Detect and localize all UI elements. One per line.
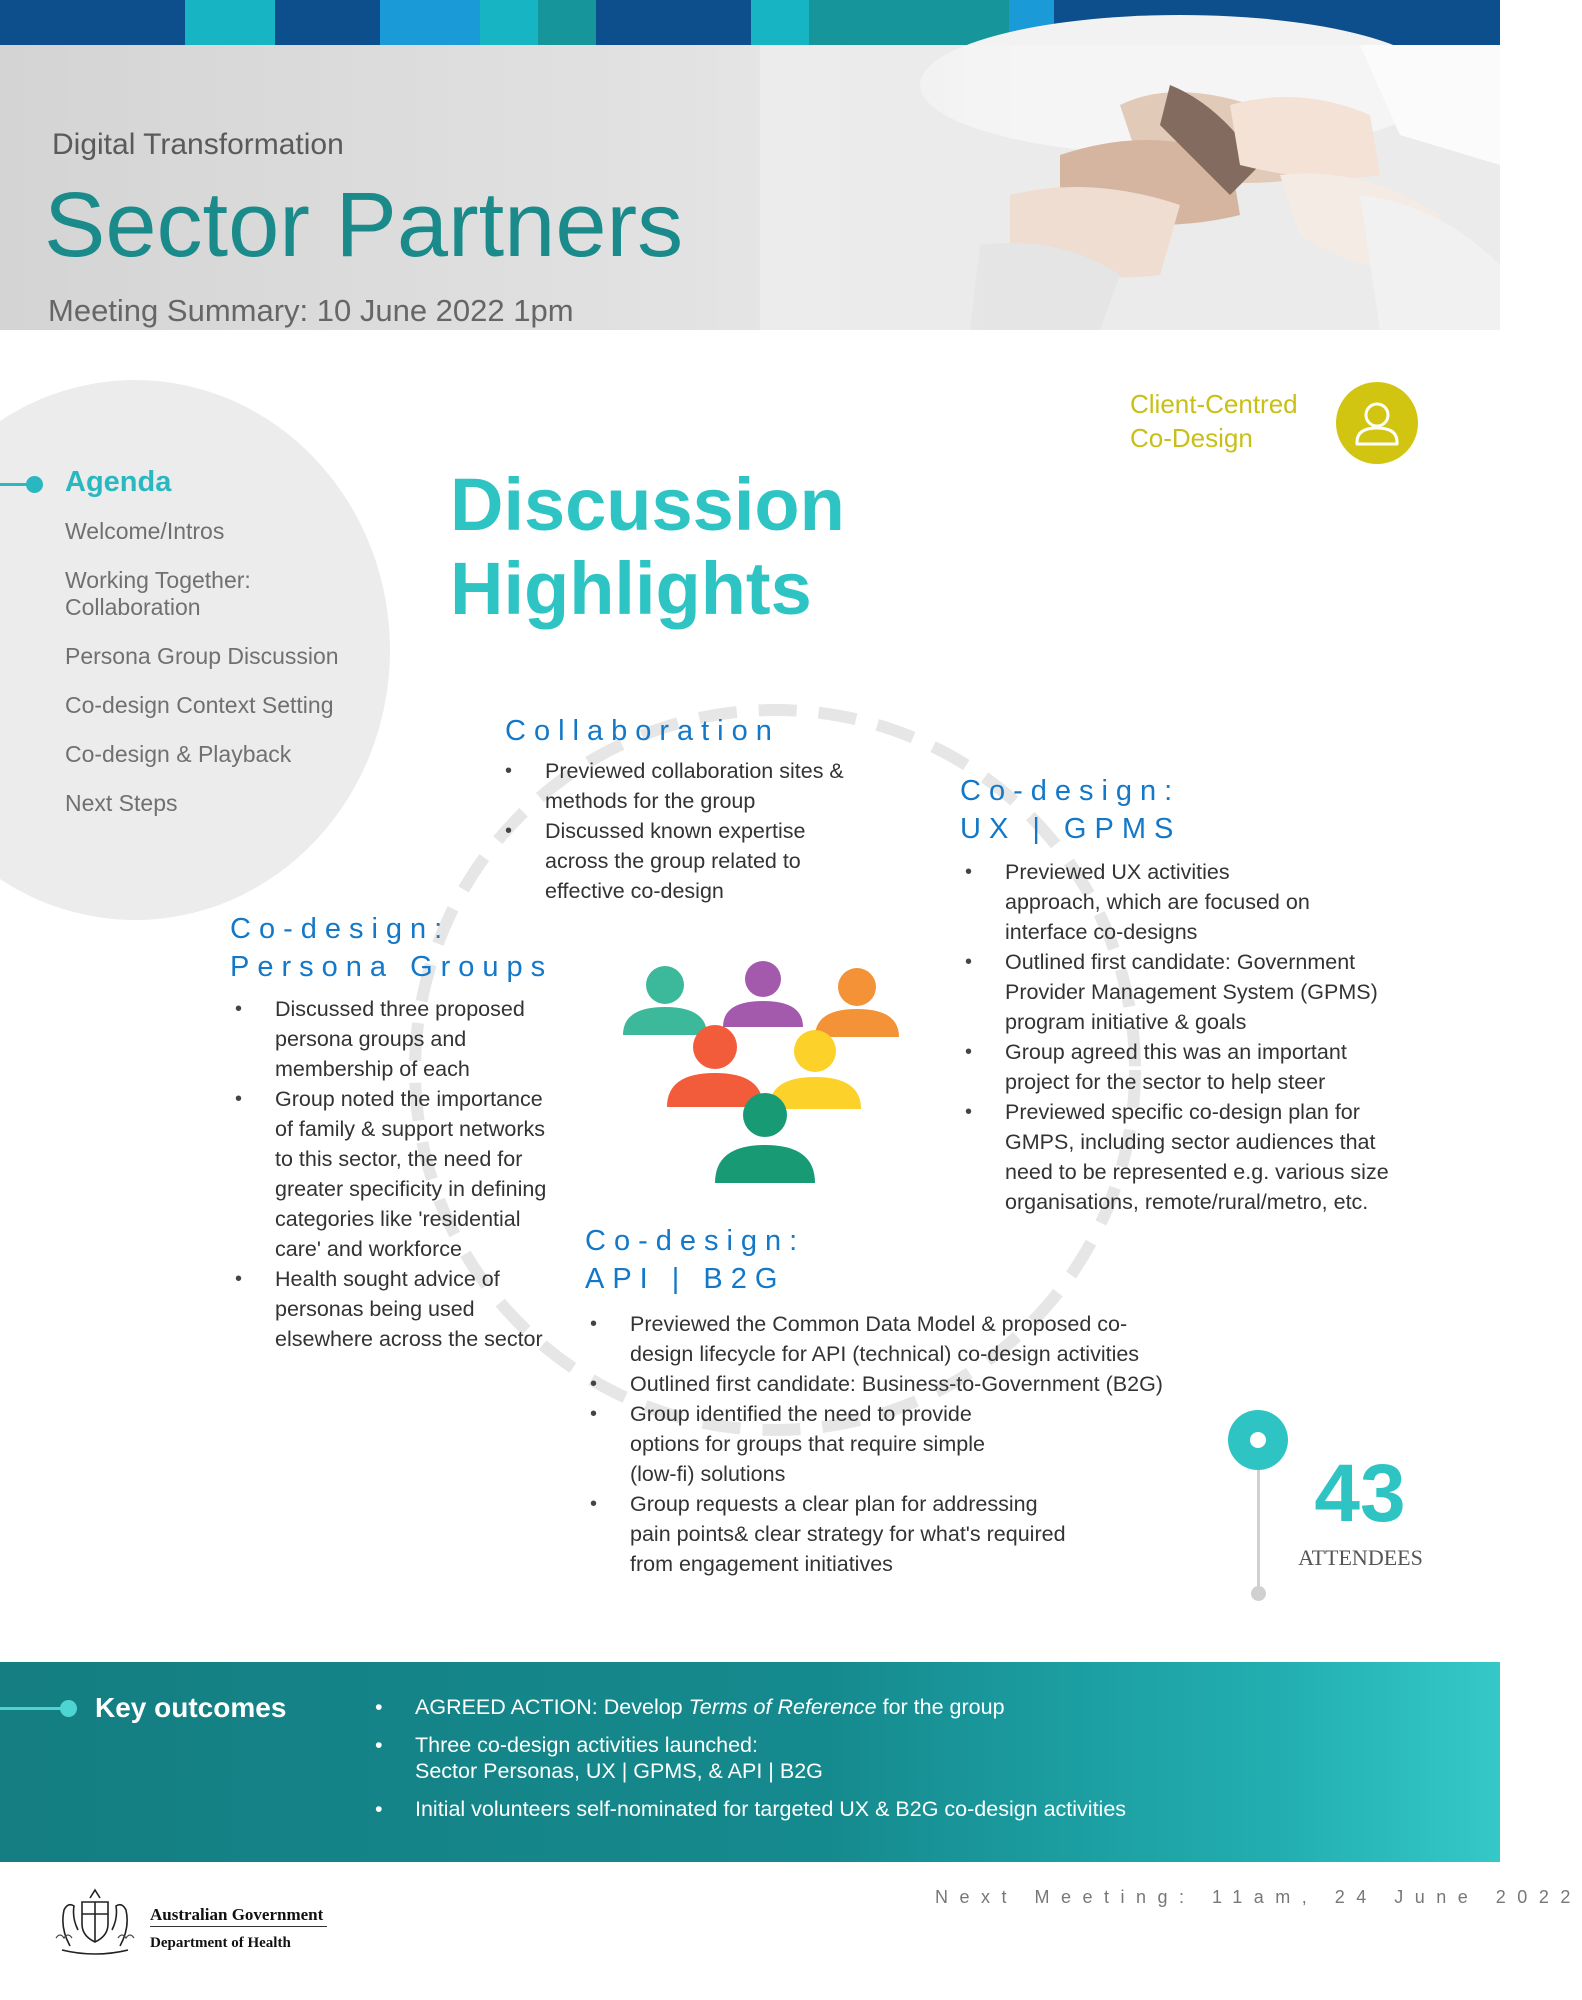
list-item: • Previewed specific co-design plan for GMPS, including sector audiences that need to be represented e.g. various size organisations, remote/rural/metro, etc. — [965, 1097, 1405, 1217]
list-item — [375, 1694, 1455, 1720]
agenda-item: Next Steps — [65, 790, 178, 816]
agenda-item: Working Together: Collaboration — [65, 567, 251, 620]
government-name: Australian Government — [150, 1905, 324, 1924]
person-figure-red — [667, 1025, 763, 1107]
strip-segment — [275, 0, 380, 45]
list-item: • Group agreed this was an important project for the sector to help steer — [965, 1037, 1405, 1097]
list-item — [375, 1732, 1455, 1784]
list-item: • Discussed three proposed persona groups and membership of each — [235, 994, 565, 1084]
agenda-marker-dot — [26, 476, 43, 493]
client-centred-line2: Co-Design — [1130, 423, 1253, 453]
api-heading-line2: API | B2G — [585, 1263, 786, 1295]
strip-segment — [185, 0, 275, 45]
discussion-title-line2: Highlights — [450, 547, 812, 630]
ux-heading-line2: UX | GPMS — [960, 813, 1182, 845]
list-item: • Previewed UX activities approach, which are focused on interface co-designs — [965, 857, 1405, 947]
attendees-count: 43 — [1314, 1448, 1406, 1539]
agenda-title: Agenda — [65, 466, 172, 498]
strip-segment — [751, 0, 809, 45]
discussion-highlights-title — [450, 463, 845, 631]
government-divider — [150, 1926, 327, 1927]
collaboration-bullets — [505, 756, 905, 906]
list-item: • Previewed the Common Data Model & proposed co-design lifecycle for API (technical) co-design activities — [590, 1309, 1180, 1369]
outcome-emphasis: Terms of Reference — [688, 1695, 877, 1719]
list-item: • Discussed known expertise across the group related to effective co-design — [505, 816, 905, 906]
persona-groups-heading — [230, 910, 553, 986]
page-title: Sector Partners — [44, 174, 684, 276]
header-banner — [0, 45, 1500, 330]
department-name: Department of Health — [150, 1935, 291, 1951]
outcome-text: • Three co-design activities launched: — [415, 1733, 758, 1757]
list-item: • Initial volunteers self-nominated for targeted UX & B2G co-design activities — [375, 1796, 1455, 1822]
header-subtitle: Digital Transformation — [52, 128, 344, 161]
meeting-summary-date: Meeting Summary: 10 June 2022 1pm — [48, 293, 574, 328]
list-item: • Outlined first candidate: Government Provider Management System (GPMS) program initiative & goals — [965, 947, 1405, 1037]
ux-gpms-bullets — [965, 857, 1405, 1217]
persona-heading-line1: Co-design: — [230, 913, 451, 945]
agenda-item: Co-design & Playback — [65, 741, 292, 767]
strip-segment — [0, 0, 185, 45]
attendees-label: ATTENDEES — [1298, 1545, 1423, 1570]
person-figure-purple — [723, 961, 803, 1027]
outcome-text: for the group — [876, 1695, 1005, 1719]
outcome-text: Sector Personas, UX | GPMS, & API | B2G — [415, 1759, 823, 1783]
list-item: • Previewed collaboration sites & methods for the group — [505, 756, 905, 816]
key-outcomes-title: Key outcomes — [95, 1692, 287, 1723]
agenda-list — [65, 518, 385, 839]
api-b2g-heading — [585, 1222, 805, 1298]
ux-heading-line1: Co-design: — [960, 775, 1181, 807]
ux-gpms-heading — [960, 772, 1181, 848]
people-group-icon — [615, 965, 905, 1195]
person-figure-green — [623, 966, 707, 1035]
discussion-title-line1: Discussion — [450, 463, 845, 546]
person-icon — [1336, 382, 1418, 464]
strip-segment — [809, 0, 1009, 45]
coat-of-arms-logo — [50, 1888, 140, 1960]
client-centred-line1: Client-Centred — [1130, 389, 1298, 419]
client-centred-label — [1130, 387, 1298, 455]
person-figure-yellow — [769, 1030, 861, 1109]
key-outcomes-list — [375, 1694, 1455, 1834]
persona-heading-line2: Persona Groups — [230, 951, 554, 983]
person-figure-orange — [815, 968, 899, 1037]
attendees-marker-inner — [1250, 1432, 1266, 1448]
collaboration-heading: Collaboration — [505, 715, 780, 747]
strip-segment — [538, 0, 596, 45]
attendees-stem-dot — [1251, 1586, 1266, 1601]
api-b2g-bullets — [590, 1309, 1180, 1579]
api-heading-line1: Co-design: — [585, 1225, 806, 1257]
outcome-text: AGREED ACTION: Develop — [415, 1695, 689, 1719]
strip-segment — [480, 0, 538, 45]
agenda-item: Co-design Context Setting — [65, 692, 334, 718]
strip-segment — [596, 0, 751, 45]
hands-together-image — [760, 45, 1500, 330]
list-item: • Group requests a clear plan for addressing pain points& clear strategy for what's required from engagement initiatives — [590, 1489, 1180, 1579]
agenda-item: Welcome/Intros — [65, 518, 225, 544]
strip-segment — [380, 0, 480, 45]
list-item: • Outlined first candidate: Business-to-Government (B2G) — [590, 1369, 1180, 1399]
key-outcomes-connector-line — [0, 1707, 65, 1710]
list-item: • Health sought advice of personas being used elsewhere across the sector — [235, 1264, 565, 1354]
agenda-item: Persona Group Discussion — [65, 643, 339, 669]
key-outcomes-marker-dot — [60, 1700, 77, 1717]
next-meeting-date: Next Meeting: 11am, 24 June 2022 — [935, 1887, 1582, 1907]
list-item: • Group identified the need to provide options for groups that require simple (low-fi) solutions — [590, 1399, 1180, 1489]
persona-groups-bullets — [235, 994, 565, 1354]
list-item: • Group noted the importance of family & support networks to this sector, the need for greater specificity in defining categories like 'residential care' and workforce — [235, 1084, 565, 1264]
